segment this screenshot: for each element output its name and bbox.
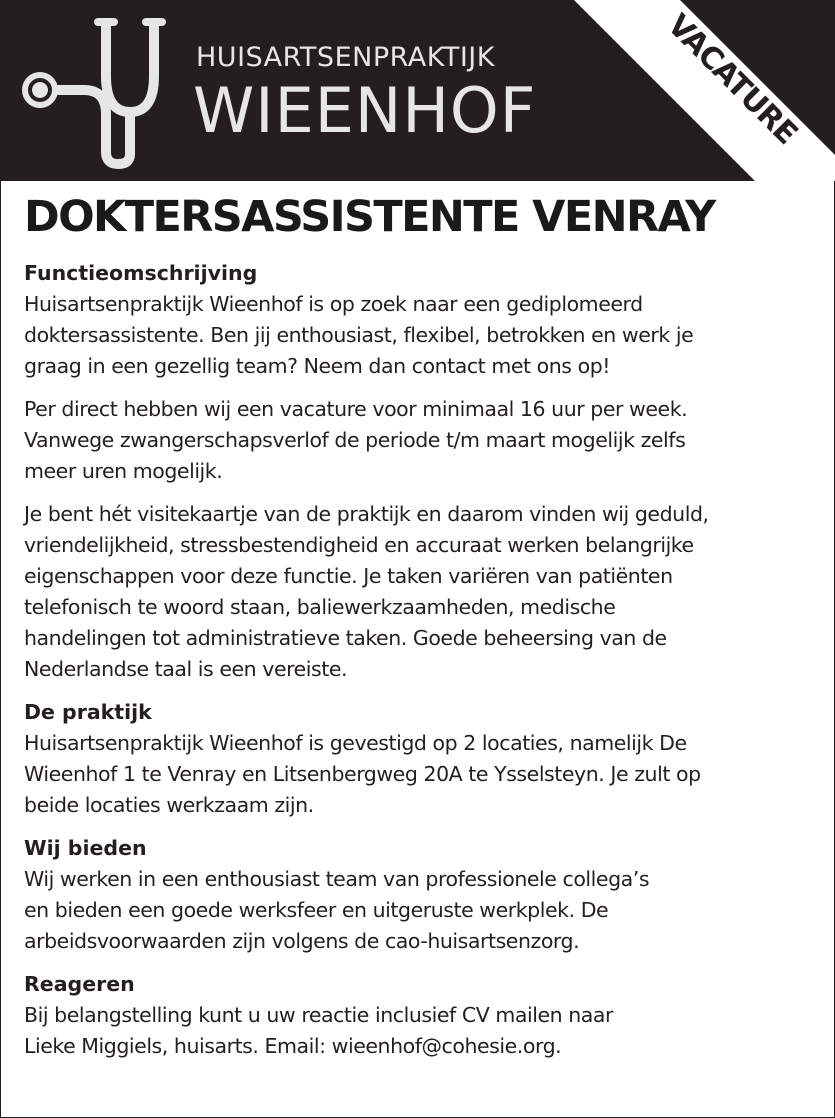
header-banner bbox=[0, 0, 835, 181]
text-line: Nederlandse taal is een vereiste. bbox=[24, 657, 348, 681]
text-line: doktersassistente. Ben jij enthousiast, flexibel, betrokken en werk je bbox=[24, 323, 694, 347]
text-line: meer uren mogelijk. bbox=[24, 459, 223, 483]
text-line: telefonisch te woord staan, baliewerkzaamheden, medische bbox=[24, 595, 616, 619]
text-line: Huisartsenpraktijk Wieenhof is op zoek naar een gediplomeerd bbox=[24, 292, 643, 316]
paragraph bbox=[24, 864, 814, 957]
text-line: Huisartsenpraktijk Wieenhof is gevestigd op 2 locaties, namelijk De bbox=[24, 731, 687, 755]
section-heading: Functieomschrijving bbox=[24, 261, 258, 285]
text-line: Wij werken in een enthousiast team van professionele collega’s bbox=[24, 867, 650, 891]
paragraph bbox=[24, 289, 814, 382]
text-line: Per direct hebben wij een vacature voor minimaal 16 uur per week. bbox=[24, 397, 688, 421]
section-heading: Reageren bbox=[24, 972, 135, 996]
text-line: handelingen tot administratieve taken. Goede beheersing van de bbox=[24, 626, 667, 650]
text-line: vriendelijkheid, stressbestendigheid en accuraat werken belangrijke bbox=[24, 533, 694, 557]
brand-name-bottom: WIEENHOF bbox=[193, 74, 537, 147]
page-title: DOKTERSASSISTENTE VENRAY bbox=[24, 192, 715, 242]
paragraph bbox=[24, 499, 814, 685]
paragraph bbox=[24, 394, 814, 487]
text-line: Bij belangstelling kunt u uw reactie inclusief CV mailen naar bbox=[24, 1003, 614, 1027]
vacature-label: VACATURE bbox=[660, 7, 804, 152]
text-line: Wieenhof 1 te Venray en Litsenbergweg 20A te Ysselsteyn. Je zult op bbox=[24, 762, 701, 786]
section-heading: Wij bieden bbox=[24, 836, 147, 860]
text-line: en bieden een goede werksfeer en uitgeruste werkplek. De bbox=[24, 898, 609, 922]
text-line: arbeidsvoorwaarden zijn volgens de cao-huisartsenzorg. bbox=[24, 929, 580, 953]
section-functieomschrijving bbox=[24, 258, 814, 685]
brand-name-top: HUISARTSENPRAKTIJK bbox=[196, 42, 495, 73]
section-heading: De praktijk bbox=[24, 700, 152, 724]
paragraph bbox=[24, 1000, 814, 1062]
text-line: eigenschappen voor deze functie. Je taken variëren van patiënten bbox=[24, 564, 673, 588]
vacature-ribbon bbox=[0, 0, 835, 181]
section-reageren bbox=[24, 969, 814, 1062]
text-line: graag in een gezellig team? Neem dan contact met ons op! bbox=[24, 354, 611, 378]
text-line: Je bent hét visitekaartje van de praktijk en daarom vinden wij geduld, bbox=[24, 502, 709, 526]
vacancy-body bbox=[24, 258, 814, 1074]
text-line: beide locaties werkzaam zijn. bbox=[24, 793, 314, 817]
paragraph bbox=[24, 728, 814, 821]
section-wij-bieden bbox=[24, 833, 814, 957]
text-line: Vanwege zwangerschapsverlof de periode t/m maart mogelijk zelfs bbox=[24, 428, 686, 452]
section-de-praktijk bbox=[24, 697, 814, 821]
text-line: Lieke Miggiels, huisarts. Email: wieenhof@cohesie.org. bbox=[24, 1034, 562, 1058]
